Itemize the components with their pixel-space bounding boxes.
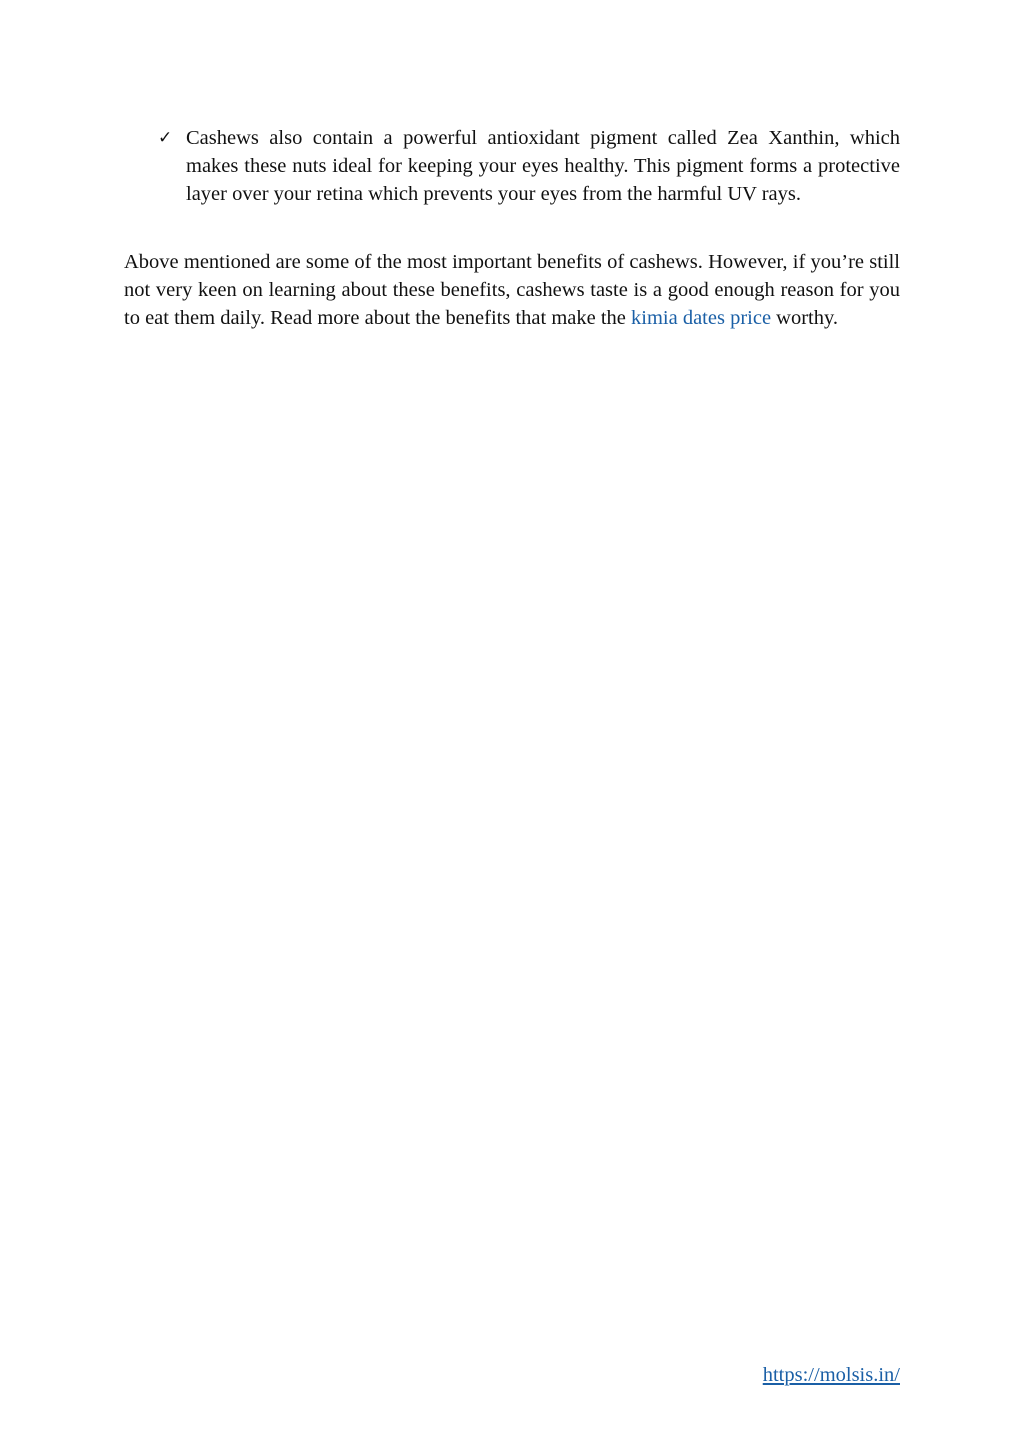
body-paragraph bbox=[124, 248, 900, 332]
kimia-dates-price-link[interactable]: kimia dates price bbox=[631, 307, 772, 329]
paragraph-text-end: worthy. bbox=[771, 307, 839, 329]
check-mark-icon: ✓ bbox=[158, 128, 173, 148]
paragraph-text: Above mentioned are some of the most important benefits of cashews. However, if you’re still not very keen on learning about these benefits, cashews taste is a good enough reason for you to eat them daily. Read more about the benefits that make the bbox=[124, 251, 900, 329]
footer-url-link[interactable]: https://molsis.in/ bbox=[762, 1364, 900, 1386]
bullet-text: Cashews also contain a powerful antioxidant pigment called Zea Xanthin, which makes these nuts ideal for keeping your eyes healthy. This pigment forms a protective layer over your retina which prevents your eyes from the harmful UV rays. bbox=[186, 127, 900, 205]
bullet-list-item bbox=[124, 124, 900, 208]
